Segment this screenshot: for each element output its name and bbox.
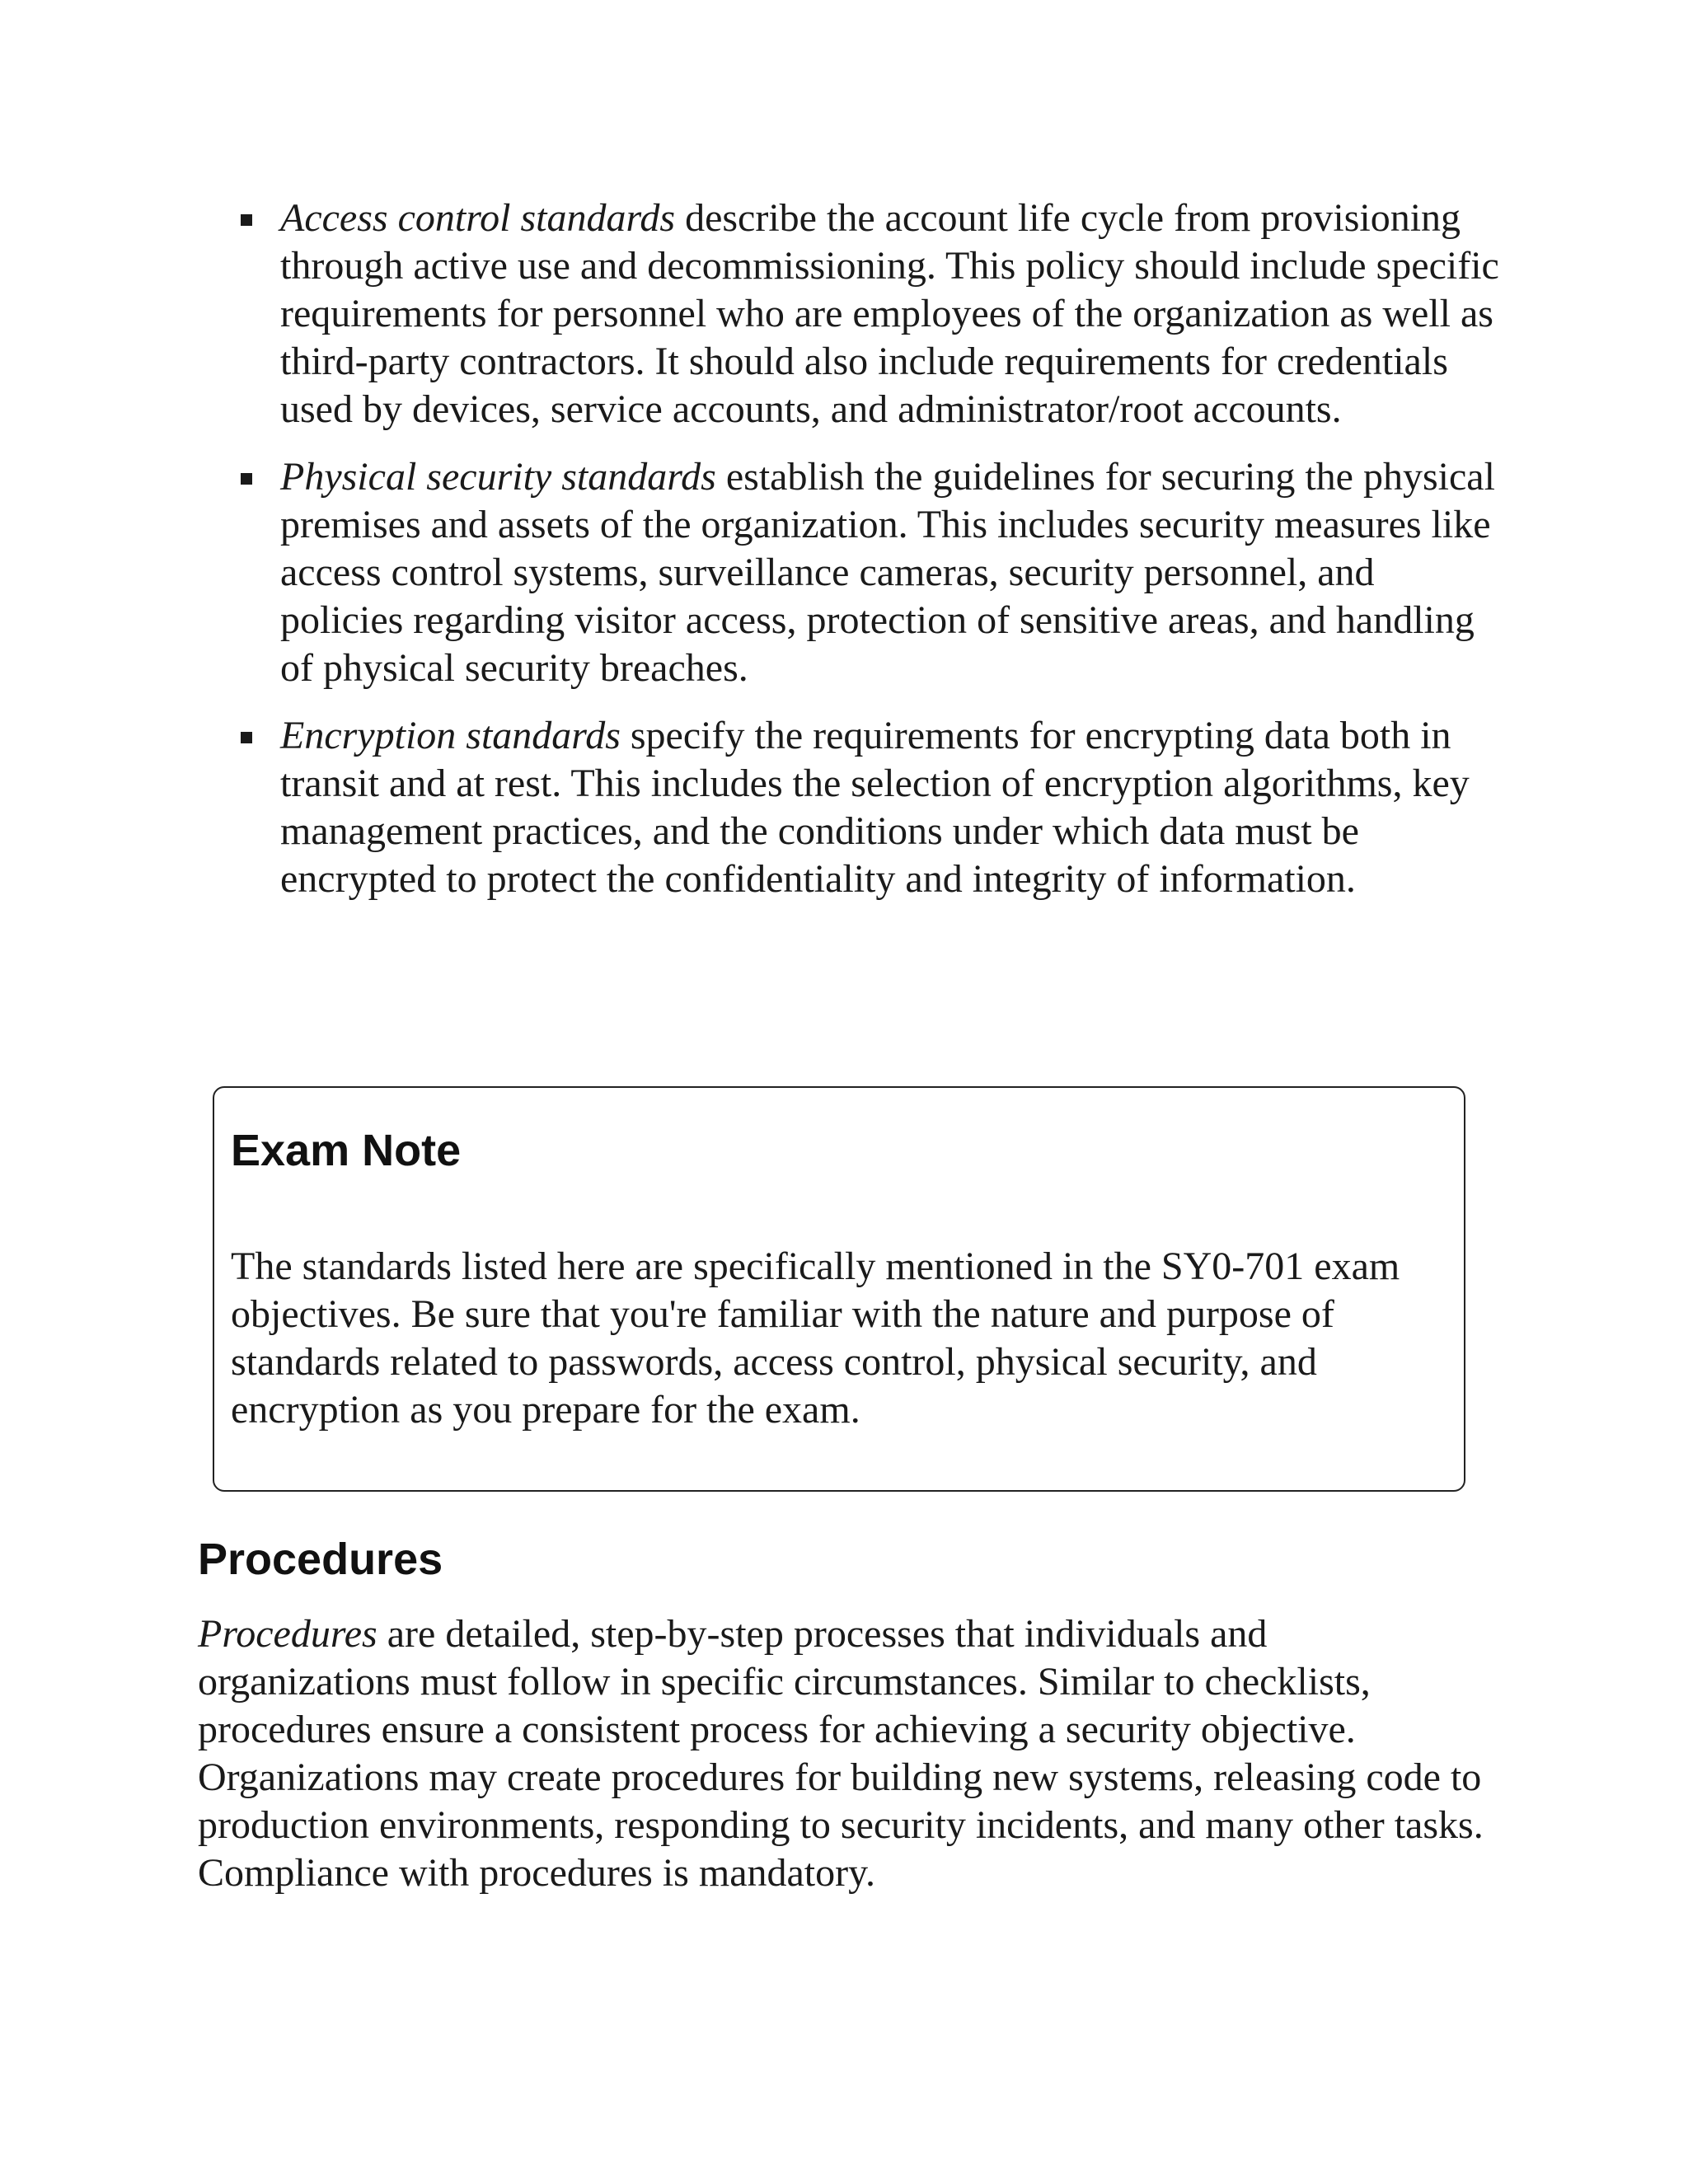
bullet-term: Access control standards [280,196,676,240]
square-bullet-icon [241,473,252,485]
bullet-term: Encryption standards [280,714,621,757]
procedures-paragraph [198,1610,1484,1897]
procedures-term: Procedures [198,1612,377,1656]
list-item [280,194,1500,434]
bullet-term: Physical security standards [280,455,716,499]
procedures-heading: Procedures [198,1535,443,1584]
exam-note-title: Exam Note [231,1126,462,1175]
square-bullet-icon [241,214,252,226]
procedures-text: are detailed, step-by-step processes that individuals and organizations must follow in specific circumstances. Similar to checklists, procedures ensure a consistent process for achieving a security objective. Organizations may create procedures for building new systems, releasing code to production environments, responding to security incidents, and many other tasks. Compliance with procedures is mandatory. [198,1612,1484,1895]
standards-bullet-list [280,194,1500,923]
square-bullet-icon [241,732,252,743]
bullet-text: establish the guidelines for securing the physical premises and assets of the organization. This includes security measures like access control systems, surveillance cameras, security personnel, and policies regarding visitor access, protection of sensitive areas, and handling of physical security breaches. [280,455,1495,690]
bullet-text: specify the requirements for encrypting data both in transit and at rest. This includes the selection of encryption algorithms, key management practices, and the conditions under which data must be encrypted to protect the confidentiality and integrity of information. [280,714,1470,901]
exam-note-body: The standards listed here are specifically mentioned in the SY0-701 exam objectives. Be sure that you're familiar with the nature and purpose of standards related to passwords, access control, physical security, and encryption as you prepare for the exam. [231,1244,1400,1432]
list-item [280,712,1500,903]
bullet-text: describe the account life cycle from provisioning through active use and decommissioning. This policy should include specific requirements for personnel who are employees of the organization as well as third-party contractors. It should also include requirements for credentials used by devices, service accounts, and administrator/root accounts. [280,196,1499,431]
list-item [280,453,1500,692]
